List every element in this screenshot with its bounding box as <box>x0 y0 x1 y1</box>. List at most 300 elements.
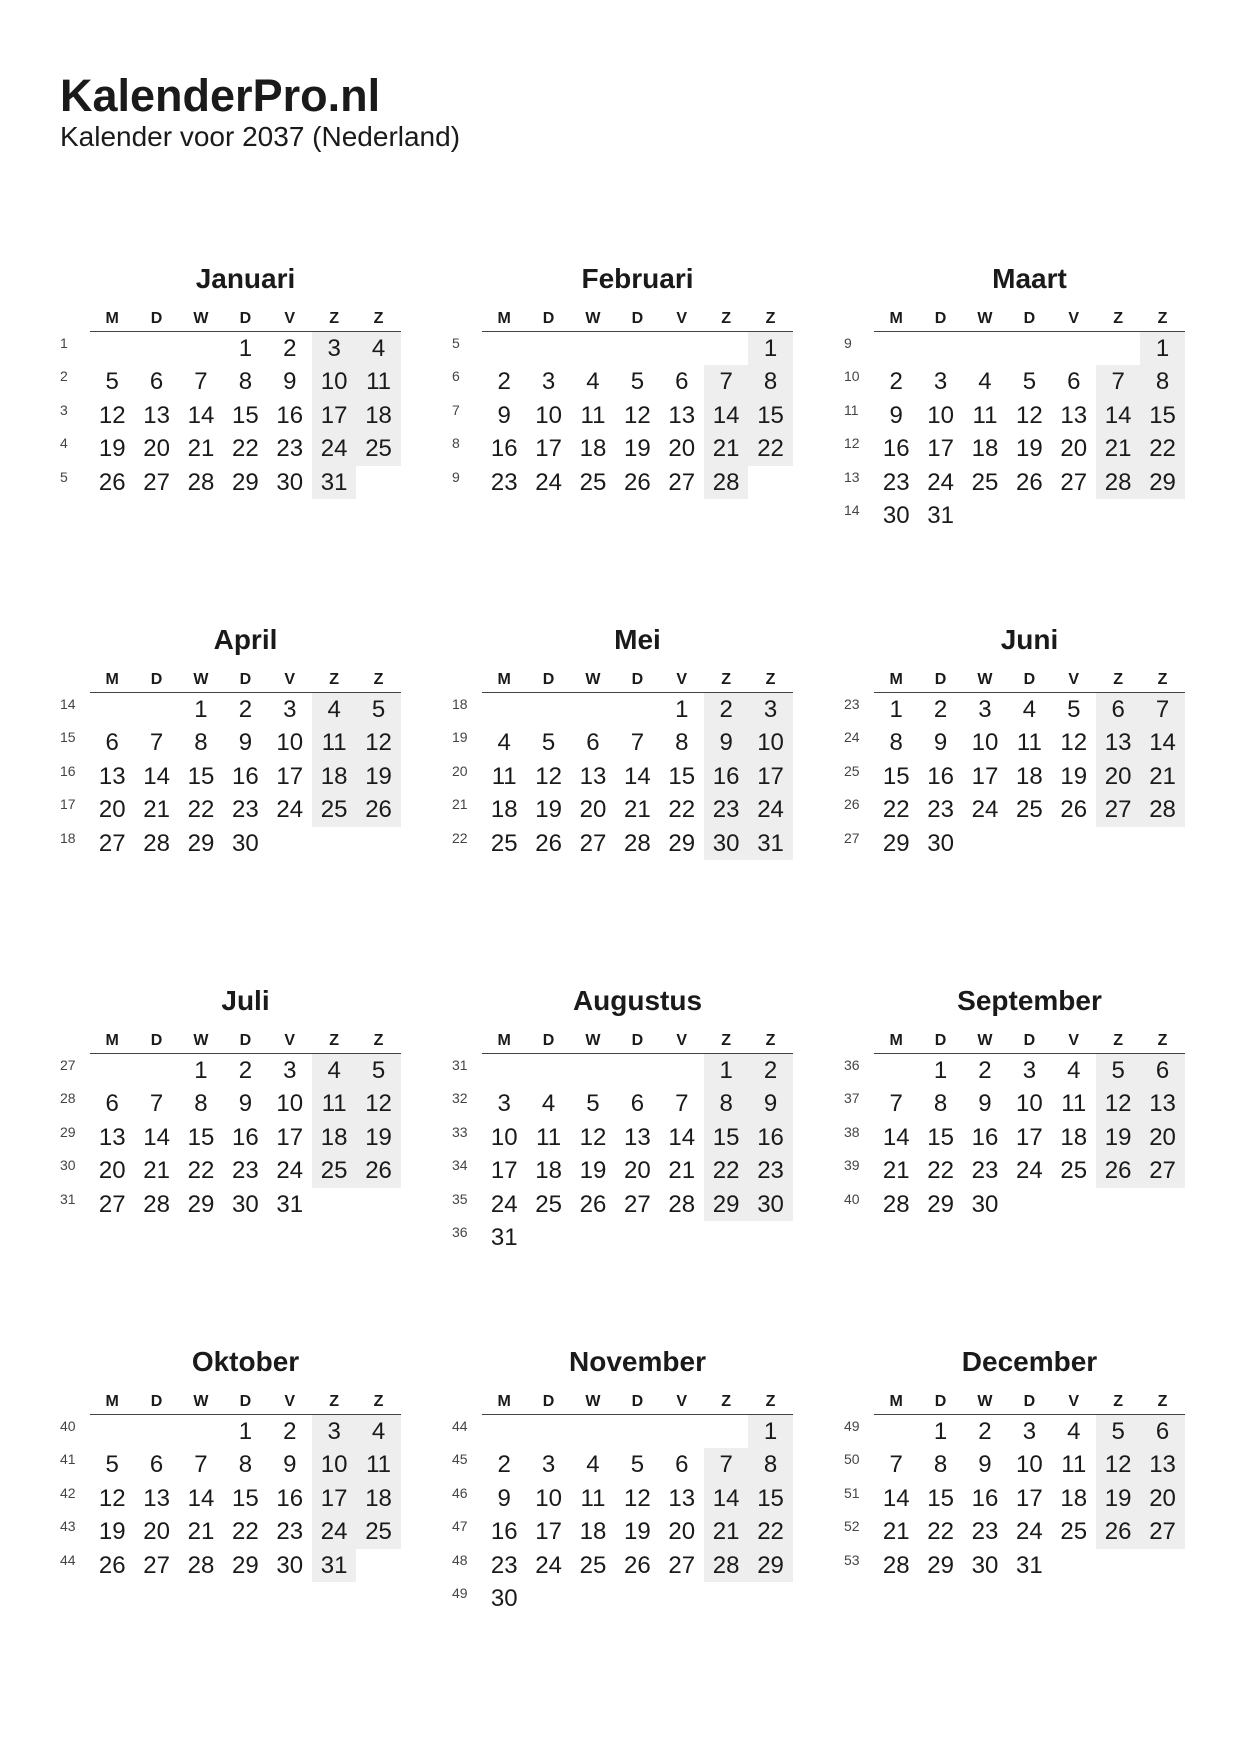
month-title: Juni <box>1000 624 1059 655</box>
day-cell: 25 <box>490 829 518 857</box>
weekend-day-cell: 26 <box>1096 1515 1140 1548</box>
day-cell: 3 <box>541 368 556 396</box>
day-cell: 27 <box>1060 468 1088 496</box>
month-title: Oktober <box>191 1346 300 1377</box>
day-cell: 22 <box>882 796 910 824</box>
day-cell: 13 <box>143 1484 170 1512</box>
month-augustus <box>452 984 808 1345</box>
weekday-header <box>482 309 793 332</box>
empty-day-cell <box>660 1221 704 1254</box>
week-row <box>844 432 1185 465</box>
day-cell: 9 <box>978 1451 992 1479</box>
empty-day-cell <box>1052 827 1096 860</box>
day-cell: 17 <box>490 1157 518 1185</box>
empty-day-cell <box>615 332 659 365</box>
day-cell: 14 <box>882 1123 910 1151</box>
empty-day-cell <box>134 693 178 726</box>
day-cell: 19 <box>624 1518 651 1546</box>
weekend-day-cell: 6 <box>1140 1415 1184 1448</box>
week-number: 3 <box>60 401 68 418</box>
day-cell: 27 <box>98 829 126 857</box>
weekday-label: D <box>150 310 163 327</box>
empty-day-cell <box>571 1054 615 1087</box>
week-number: 11 <box>844 401 859 418</box>
month-days <box>844 693 1185 860</box>
month-days <box>452 1415 793 1615</box>
weekend-day-cell: 7 <box>1140 693 1184 726</box>
week-row <box>844 1549 1185 1582</box>
day-cell: 28 <box>882 1551 910 1579</box>
day-cell: 26 <box>1060 796 1088 824</box>
empty-day-cell <box>660 332 704 365</box>
week-row <box>452 760 793 793</box>
empty-day-cell <box>179 1415 223 1448</box>
weekend-day-cell: 29 <box>704 1188 748 1221</box>
day-cell: 11 <box>536 1123 562 1151</box>
day-cell: 5 <box>541 729 556 757</box>
day-cell: 1 <box>933 1418 948 1445</box>
weekday-label: Z <box>1113 671 1124 688</box>
month-juli <box>60 984 416 1345</box>
day-cell: 29 <box>927 1551 954 1579</box>
weekday-label: W <box>585 1032 601 1049</box>
weekend-day-cell: 20 <box>1140 1482 1184 1515</box>
weekend-day-cell: 8 <box>1140 365 1184 398</box>
weekend-day-cell: 4 <box>356 1415 400 1448</box>
day-cell: 2 <box>283 335 297 362</box>
day-cell: 17 <box>1016 1484 1043 1512</box>
week-number: 36 <box>844 1057 860 1073</box>
week-number: 24 <box>844 729 860 746</box>
week-number: 27 <box>844 829 860 846</box>
weekend-day-cell: 9 <box>748 1087 792 1120</box>
week-row <box>60 432 401 465</box>
day-cell: 25 <box>1016 796 1043 824</box>
day-cell: 17 <box>971 762 999 790</box>
weekend-day-cell: 8 <box>748 1448 792 1481</box>
day-cell: 13 <box>668 1484 696 1512</box>
empty-day-cell <box>704 1221 748 1254</box>
week-number: 26 <box>844 796 860 813</box>
week-number: 12 <box>844 435 860 452</box>
week-number: 40 <box>60 1418 76 1434</box>
week-row <box>452 1515 793 1548</box>
day-cell: 15 <box>882 762 910 790</box>
day-cell: 7 <box>149 729 164 757</box>
empty-day-cell <box>1052 332 1096 365</box>
day-cell: 26 <box>624 1551 651 1579</box>
day-cell: 11 <box>1016 729 1042 757</box>
weekday-label: W <box>977 1032 993 1049</box>
empty-day-cell <box>571 1582 615 1615</box>
month-januari <box>60 262 416 623</box>
empty-day-cell <box>748 466 792 499</box>
weekday-label: Z <box>329 310 340 327</box>
weekday-label: V <box>676 310 688 327</box>
day-cell: 7 <box>889 1451 903 1479</box>
week-row <box>844 1188 1185 1221</box>
day-cell: 28 <box>143 1190 170 1218</box>
empty-day-cell <box>179 332 223 365</box>
day-cell: 24 <box>276 796 304 824</box>
day-cell: 24 <box>276 1157 304 1185</box>
day-cell: 9 <box>933 729 948 757</box>
day-cell: 30 <box>276 1551 304 1579</box>
weekend-day-cell: 10 <box>748 726 792 759</box>
day-cell: 4 <box>586 368 600 396</box>
weekday-header <box>874 1392 1185 1415</box>
day-cell: 1 <box>238 1418 253 1445</box>
day-cell: 18 <box>579 435 607 463</box>
day-cell: 29 <box>232 468 259 496</box>
empty-day-cell <box>963 827 1007 860</box>
week-number: 4 <box>60 435 68 452</box>
day-cell: 4 <box>541 1090 556 1118</box>
day-cell: 15 <box>668 762 696 790</box>
empty-day-cell <box>90 1415 134 1448</box>
day-cell: 26 <box>624 468 651 496</box>
day-cell: 8 <box>675 729 689 757</box>
week-row <box>60 1415 401 1448</box>
day-cell: 2 <box>238 696 253 723</box>
weekday-label: M <box>497 1393 511 1410</box>
weekday-label: V <box>1068 310 1080 327</box>
week-number: 52 <box>844 1518 860 1535</box>
day-cell: 21 <box>143 796 170 824</box>
week-number: 36 <box>452 1223 468 1240</box>
empty-day-cell <box>615 1415 659 1448</box>
week-number: 2 <box>60 368 68 385</box>
day-cell: 10 <box>535 1484 562 1512</box>
weekday-label: W <box>585 310 601 327</box>
week-row <box>60 1054 401 1087</box>
day-cell: 24 <box>535 468 562 496</box>
week-number: 5 <box>60 468 68 485</box>
week-number: 10 <box>844 368 860 385</box>
week-number: 53 <box>844 1551 860 1568</box>
day-cell: 15 <box>927 1484 954 1512</box>
week-row <box>60 1482 401 1515</box>
day-cell: 24 <box>1016 1518 1043 1546</box>
empty-day-cell <box>526 1221 570 1254</box>
day-cell: 18 <box>1060 1484 1088 1512</box>
empty-day-cell <box>874 332 918 365</box>
day-cell: 4 <box>1067 1057 1081 1084</box>
day-cell: 1 <box>238 335 253 362</box>
day-cell: 19 <box>1016 435 1043 463</box>
month-title: Maart <box>992 263 1067 294</box>
weekend-day-cell: 3 <box>748 693 792 726</box>
day-cell: 22 <box>232 435 259 463</box>
weekday-label: Z <box>1157 1032 1168 1049</box>
day-cell: 7 <box>889 1090 903 1118</box>
day-cell: 30 <box>232 1190 259 1218</box>
weekend-day-cell: 23 <box>704 793 748 826</box>
day-cell: 6 <box>630 1090 645 1118</box>
empty-day-cell <box>571 693 615 726</box>
weekday-label: Z <box>721 1393 732 1410</box>
month-title: December <box>961 1346 1098 1377</box>
weekend-day-cell: 30 <box>704 827 748 860</box>
week-row <box>452 1188 793 1221</box>
day-cell: 28 <box>624 829 651 857</box>
weekday-label: D <box>631 1032 644 1049</box>
week-row <box>844 1515 1185 1548</box>
weekend-day-cell: 15 <box>704 1121 748 1154</box>
week-row <box>452 1415 793 1448</box>
week-row <box>60 1087 401 1120</box>
empty-day-cell <box>660 1582 704 1615</box>
day-cell: 29 <box>232 1551 259 1579</box>
day-cell: 27 <box>668 1551 696 1579</box>
day-cell: 8 <box>933 1451 948 1479</box>
week-row <box>844 760 1185 793</box>
day-cell: 1 <box>194 696 208 723</box>
weekend-day-cell: 13 <box>1096 726 1140 759</box>
day-cell: 22 <box>668 796 696 824</box>
day-cell: 6 <box>586 729 600 757</box>
month-days <box>60 332 401 499</box>
day-cell: 13 <box>98 762 126 790</box>
day-cell: 15 <box>187 1123 215 1151</box>
week-row <box>844 399 1185 432</box>
week-number: 6 <box>452 368 460 385</box>
day-cell: 13 <box>1060 401 1088 429</box>
week-row <box>452 466 793 499</box>
weekday-label: Z <box>329 1393 340 1410</box>
week-number: 14 <box>60 696 76 712</box>
day-cell: 16 <box>490 435 518 463</box>
weekday-label: Z <box>765 1393 776 1410</box>
day-cell: 22 <box>927 1518 954 1546</box>
day-cell: 10 <box>1016 1090 1043 1118</box>
month-mei <box>452 623 808 984</box>
week-row <box>60 793 401 826</box>
week-row <box>844 1482 1185 1515</box>
empty-day-cell <box>134 1054 178 1087</box>
weekend-day-cell: 28 <box>704 466 748 499</box>
empty-day-cell <box>1052 499 1096 532</box>
day-cell: 5 <box>1022 368 1037 396</box>
weekday-header <box>482 670 793 693</box>
weekday-label: V <box>284 671 296 688</box>
weekday-label: M <box>497 1032 511 1049</box>
day-cell: 11 <box>580 1484 606 1512</box>
weekend-day-cell: 3 <box>312 332 356 365</box>
day-cell: 26 <box>535 829 562 857</box>
empty-day-cell <box>526 693 570 726</box>
day-cell: 30 <box>490 1584 518 1612</box>
day-cell: 6 <box>105 1090 119 1118</box>
week-row <box>452 1087 793 1120</box>
week-number: 34 <box>452 1157 468 1174</box>
empty-day-cell <box>918 332 962 365</box>
empty-day-cell <box>526 1415 570 1448</box>
empty-day-cell <box>312 827 356 860</box>
day-cell: 9 <box>283 1451 297 1479</box>
weekend-day-cell: 26 <box>356 1154 400 1187</box>
week-number: 39 <box>844 1157 860 1174</box>
day-cell: 21 <box>187 1518 215 1546</box>
day-cell: 17 <box>276 1123 304 1151</box>
day-cell: 5 <box>630 1451 645 1479</box>
day-cell: 16 <box>232 1123 259 1151</box>
day-cell: 1 <box>933 1057 948 1084</box>
day-cell: 29 <box>927 1190 954 1218</box>
week-row <box>60 466 401 499</box>
week-row <box>844 693 1185 726</box>
weekday-label: D <box>542 1032 555 1049</box>
weekend-day-cell: 11 <box>312 1087 356 1120</box>
day-cell: 13 <box>98 1123 126 1151</box>
day-cell: 12 <box>1060 729 1088 757</box>
day-cell: 5 <box>1067 696 1081 723</box>
weekend-day-cell: 21 <box>704 1515 748 1548</box>
weekday-label: Z <box>1113 310 1124 327</box>
weekend-day-cell: 5 <box>356 1054 400 1087</box>
week-number: 49 <box>452 1584 468 1601</box>
weekend-day-cell: 5 <box>1096 1054 1140 1087</box>
day-cell: 2 <box>978 1057 992 1084</box>
day-cell: 23 <box>490 468 518 496</box>
empty-day-cell <box>615 1582 659 1615</box>
weekday-label: W <box>193 671 209 688</box>
day-cell: 6 <box>149 368 164 396</box>
weekday-label: Z <box>373 671 384 688</box>
week-number: 27 <box>60 1057 76 1073</box>
weekday-label: W <box>977 1393 993 1410</box>
day-cell: 8 <box>238 368 253 396</box>
weekday-label: Z <box>721 671 732 688</box>
weekend-day-cell: 19 <box>356 760 400 793</box>
page-subtitle: Kalender voor 2037 (Nederland) <box>60 121 461 152</box>
week-number: 21 <box>452 796 468 813</box>
day-cell: 14 <box>143 762 170 790</box>
week-row <box>452 726 793 759</box>
empty-day-cell <box>134 1415 178 1448</box>
weekday-label: Z <box>721 1032 732 1049</box>
day-cell: 6 <box>1067 368 1081 396</box>
weekend-day-cell: 1 <box>704 1054 748 1087</box>
weekday-label: D <box>631 671 644 688</box>
day-cell: 3 <box>283 696 297 723</box>
day-cell: 7 <box>194 368 208 396</box>
weekend-day-cell: 1 <box>748 332 792 365</box>
weekend-day-cell: 21 <box>1140 760 1184 793</box>
weekend-day-cell: 22 <box>704 1154 748 1187</box>
month-title: Februari <box>581 263 694 294</box>
day-cell: 23 <box>232 1157 259 1185</box>
day-cell: 16 <box>971 1123 999 1151</box>
site-title: KalenderPro.nl <box>60 70 381 121</box>
day-cell: 10 <box>927 401 954 429</box>
day-cell: 23 <box>232 796 259 824</box>
weekday-label: D <box>934 1032 947 1049</box>
week-number: 17 <box>60 796 76 813</box>
day-cell: 30 <box>971 1190 999 1218</box>
weekday-label: Z <box>1157 1393 1168 1410</box>
empty-day-cell <box>482 1415 526 1448</box>
week-row <box>452 1549 793 1582</box>
weekend-day-cell: 20 <box>1096 760 1140 793</box>
day-cell: 21 <box>882 1518 910 1546</box>
weekend-day-cell: 12 <box>1096 1087 1140 1120</box>
empty-day-cell <box>134 332 178 365</box>
week-number: 43 <box>60 1518 76 1535</box>
day-cell: 16 <box>927 762 954 790</box>
weekend-day-cell: 22 <box>1140 432 1184 465</box>
day-cell: 6 <box>149 1451 164 1479</box>
day-cell: 20 <box>1060 435 1088 463</box>
weekday-label: W <box>193 310 209 327</box>
day-cell: 2 <box>238 1057 253 1084</box>
month-days <box>452 1054 793 1254</box>
weekday-label: Z <box>721 310 732 327</box>
day-cell: 9 <box>238 729 253 757</box>
weekday-label: Z <box>373 1032 384 1049</box>
week-number: 1 <box>60 335 68 351</box>
day-cell: 8 <box>238 1451 253 1479</box>
day-cell: 11 <box>1061 1090 1087 1118</box>
empty-day-cell <box>704 1415 748 1448</box>
month-september <box>844 984 1200 1345</box>
empty-day-cell <box>356 1188 400 1221</box>
week-number: 35 <box>452 1190 468 1207</box>
empty-day-cell <box>1140 827 1184 860</box>
day-cell: 17 <box>927 435 954 463</box>
weekend-day-cell: 2 <box>748 1054 792 1087</box>
empty-day-cell <box>748 1582 792 1615</box>
weekday-label: Z <box>765 1032 776 1049</box>
weekend-day-cell: 24 <box>748 793 792 826</box>
weekday-label: Z <box>765 671 776 688</box>
weekend-day-cell: 13 <box>1140 1087 1184 1120</box>
weekday-label: V <box>1068 1032 1080 1049</box>
week-row <box>844 1154 1185 1187</box>
weekend-day-cell: 17 <box>748 760 792 793</box>
week-row <box>452 332 793 365</box>
weekday-label: D <box>631 310 644 327</box>
weekend-day-cell: 17 <box>312 399 356 432</box>
weekday-label: M <box>889 1032 903 1049</box>
weekend-day-cell: 29 <box>1140 466 1184 499</box>
week-number: 49 <box>844 1418 860 1434</box>
day-cell: 1 <box>889 696 903 723</box>
weekend-day-cell: 5 <box>356 693 400 726</box>
weekend-day-cell: 6 <box>1096 693 1140 726</box>
week-number: 23 <box>844 696 860 712</box>
weekday-label: Z <box>765 310 776 327</box>
day-cell: 18 <box>1060 1123 1088 1151</box>
day-cell: 23 <box>927 796 954 824</box>
day-cell: 27 <box>98 1190 126 1218</box>
empty-day-cell <box>1007 1188 1051 1221</box>
empty-day-cell <box>526 332 570 365</box>
week-row <box>452 1582 793 1615</box>
day-cell: 14 <box>624 762 651 790</box>
weekend-day-cell: 11 <box>356 365 400 398</box>
week-row <box>844 726 1185 759</box>
weekend-day-cell: 31 <box>312 1549 356 1582</box>
week-row <box>844 793 1185 826</box>
month-title: Augustus <box>572 985 703 1016</box>
day-cell: 24 <box>490 1190 518 1218</box>
day-cell: 3 <box>1022 1057 1037 1084</box>
empty-day-cell <box>615 1221 659 1254</box>
day-cell: 18 <box>971 435 999 463</box>
week-row <box>844 332 1185 365</box>
day-cell: 29 <box>187 1190 215 1218</box>
